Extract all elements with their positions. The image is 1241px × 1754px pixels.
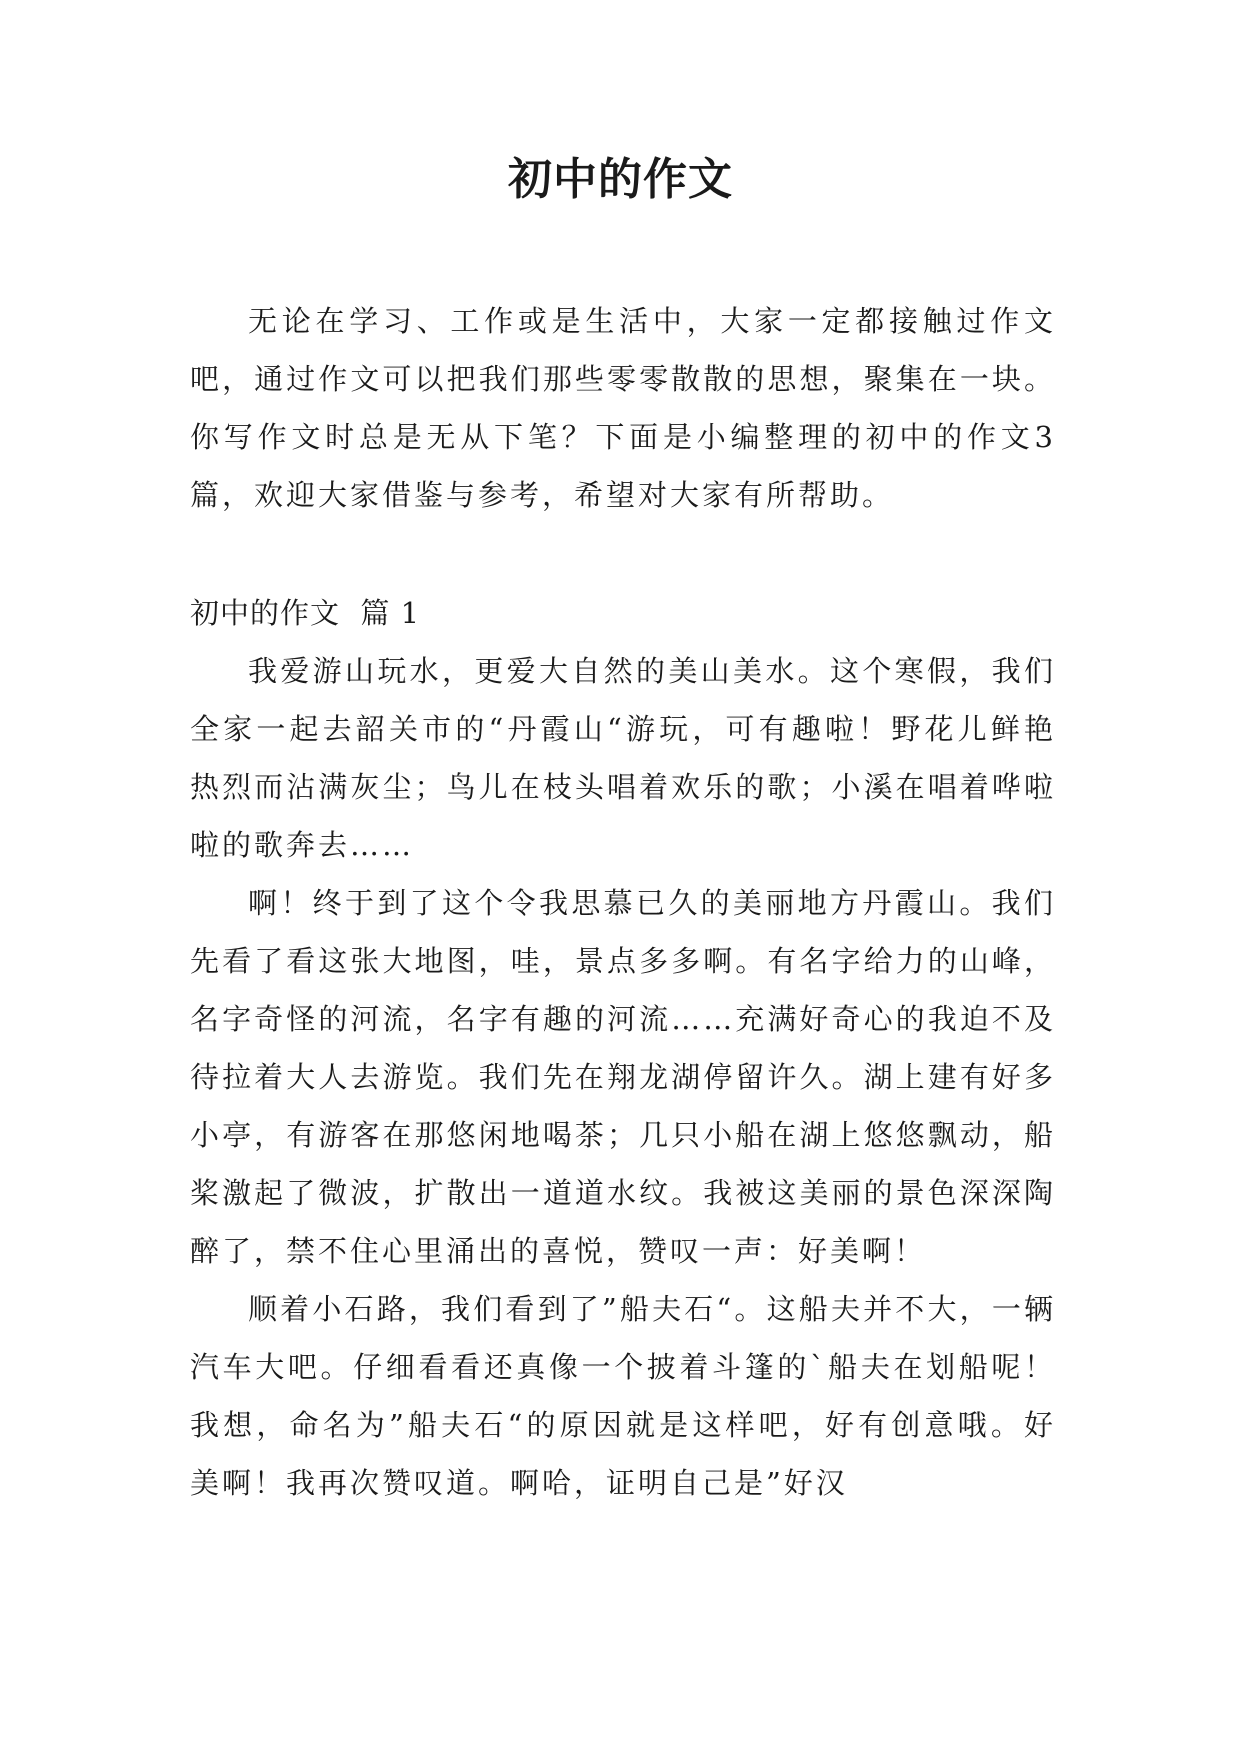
body-paragraph-2: 啊！终于到了这个令我思慕已久的美丽地方丹霞山。我们先看了看这张大地图，哇，景点多多啊。有名字给力的山峰，名字奇怪的河流，名字有趣的河流……充满好奇心的我迫不及待拉着大人去游览。我们先在翔龙湖停留许久。湖上建有好多小亭，有游客在那悠闲地喝茶；几只小船在湖上悠悠飘动，船桨激起了微波，扩散出一道道水纹。我被这美丽的景色深深陶醉了，禁不住心里涌出的喜悦，赞叹一声：好美啊！ xyxy=(190,886,1056,1268)
intro-paragraph: 无论在学习、工作或是生活中，大家一定都接触过作文吧，通过作文可以把我们那些零零散散的思想，聚集在一块。你写作文时总是无从下笔？下面是小编整理的初中的作文3篇，欢迎大家借鉴与参考，希望对大家有所帮助。 xyxy=(190,304,1056,512)
section-heading: 初中的作文 篇 1 xyxy=(190,596,421,630)
document-body xyxy=(190,292,1056,1512)
body-paragraph-1: 我爱游山玩水，更爱大自然的美山美水。这个寒假，我们全家一起去韶关市的“丹霞山“游玩，可有趣啦！野花儿鲜艳热烈而沾满灰尘；鸟儿在枝头唱着欢乐的歌；小溪在唱着哗啦啦的歌奔去…… xyxy=(190,654,1056,862)
body-paragraph-3: 顺着小石路，我们看到了”船夫石“。这船夫并不大，一辆汽车大吧。仔细看看还真像一个披着斗篷的`船夫在划船呢！我想，命名为”船夫石“的原因就是这样吧，好有创意哦。好美啊！我再次赞叹道。啊哈，证明自己是”好汉 xyxy=(190,1292,1056,1500)
document-title: 初中的作文 xyxy=(508,154,733,205)
